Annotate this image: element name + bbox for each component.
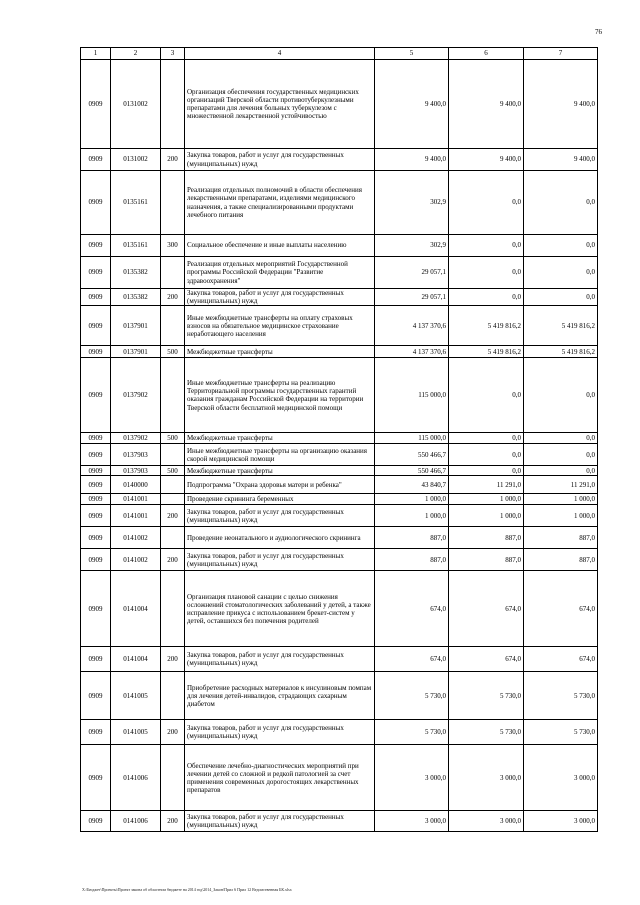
- amount-column-7: 5 730,0: [524, 672, 598, 720]
- amount-column-5: 115 000,0: [375, 358, 449, 433]
- table-row: [81, 527, 598, 549]
- amount-column-7: 9 400,0: [524, 149, 598, 171]
- item-description: Межбюджетные трансферты: [185, 346, 375, 358]
- amount-column-5: 9 400,0: [375, 149, 449, 171]
- function-section-code: 0909: [81, 745, 111, 811]
- expense-type-code: 200: [161, 289, 185, 306]
- amount-column-6: 887,0: [449, 527, 524, 549]
- item-description: Межбюджетные трансферты: [185, 433, 375, 444]
- amount-column-6: 0,0: [449, 171, 524, 235]
- amount-column-5: 550 466,7: [375, 444, 449, 466]
- amount-column-6: 0,0: [449, 358, 524, 433]
- expense-type-code: 500: [161, 346, 185, 358]
- amount-column-7: 0,0: [524, 257, 598, 289]
- item-description: Закупка товаров, работ и услуг для государственных (муниципальных) нужд: [185, 549, 375, 571]
- item-description: Межбюджетные трансферты: [185, 466, 375, 476]
- amount-column-6: 0,0: [449, 235, 524, 257]
- target-article-code: 0137902: [111, 358, 161, 433]
- function-section-code: 0909: [81, 571, 111, 647]
- amount-column-6: 3 000,0: [449, 811, 524, 832]
- table-row: [81, 571, 598, 647]
- function-section-code: 0909: [81, 306, 111, 346]
- target-article-code: 0141006: [111, 745, 161, 811]
- amount-column-7: 1 000,0: [524, 505, 598, 527]
- amount-column-7: 5 419 816,2: [524, 306, 598, 346]
- function-section-code: 0909: [81, 257, 111, 289]
- function-section-code: 0909: [81, 149, 111, 171]
- item-description: Подпрограмма "Охрана здоровья матери и ребенка": [185, 476, 375, 494]
- expense-type-code: 200: [161, 549, 185, 571]
- expense-type-code: [161, 257, 185, 289]
- item-description: Обеспечение лечебно-диагностических мероприятий при лечении детей со сложной и редкой патологией за счет применения современных дорогостоящих лекарственных препаратов: [185, 745, 375, 811]
- amount-column-7: 5 419 816,2: [524, 346, 598, 358]
- amount-column-5: 887,0: [375, 527, 449, 549]
- amount-column-6: 0,0: [449, 433, 524, 444]
- amount-column-6: 0,0: [449, 444, 524, 466]
- amount-column-5: 887,0: [375, 549, 449, 571]
- column-header: 5: [375, 48, 449, 60]
- table-header-row: [81, 48, 598, 60]
- amount-column-5: 550 466,7: [375, 466, 449, 476]
- amount-column-7: 887,0: [524, 549, 598, 571]
- expense-type-code: [161, 571, 185, 647]
- function-section-code: 0909: [81, 466, 111, 476]
- amount-column-7: 11 291,0: [524, 476, 598, 494]
- amount-column-6: 0,0: [449, 257, 524, 289]
- function-section-code: 0909: [81, 549, 111, 571]
- target-article-code: 0141004: [111, 647, 161, 672]
- item-description: Реализация отдельных полномочий в области обеспечения лекарственными препаратами, изделиями медицинского назначения, а также специализированными продуктами лечебного питания: [185, 171, 375, 235]
- amount-column-5: 29 057,1: [375, 257, 449, 289]
- item-description: Иные межбюджетные трансферты на реализацию Территориальной программы государственных гарантий оказания гражданам Российской Федерации на территории Тверской области бесплатной медицинской помощи: [185, 358, 375, 433]
- table-row: [81, 476, 598, 494]
- function-section-code: 0909: [81, 289, 111, 306]
- item-description: Закупка товаров, работ и услуг для государственных (муниципальных) нужд: [185, 289, 375, 306]
- function-section-code: 0909: [81, 527, 111, 549]
- target-article-code: 0137902: [111, 433, 161, 444]
- function-section-code: 0909: [81, 433, 111, 444]
- amount-column-6: 5 730,0: [449, 672, 524, 720]
- item-description: Закупка товаров, работ и услуг для государственных (муниципальных) нужд: [185, 647, 375, 672]
- amount-column-5: 5 730,0: [375, 672, 449, 720]
- table-row: [81, 672, 598, 720]
- amount-column-5: 115 000,0: [375, 433, 449, 444]
- amount-column-5: 9 400,0: [375, 60, 449, 149]
- amount-column-5: 4 137 370,6: [375, 346, 449, 358]
- function-section-code: 0909: [81, 444, 111, 466]
- amount-column-6: 674,0: [449, 571, 524, 647]
- target-article-code: 0135161: [111, 171, 161, 235]
- amount-column-5: 43 840,7: [375, 476, 449, 494]
- expense-type-code: 500: [161, 466, 185, 476]
- function-section-code: 0909: [81, 505, 111, 527]
- amount-column-6: 9 400,0: [449, 149, 524, 171]
- amount-column-7: 0,0: [524, 433, 598, 444]
- target-article-code: 0135382: [111, 257, 161, 289]
- target-article-code: 0137903: [111, 444, 161, 466]
- expense-type-code: [161, 306, 185, 346]
- table-row: [81, 306, 598, 346]
- expense-type-code: [161, 476, 185, 494]
- expense-type-code: 200: [161, 720, 185, 745]
- target-article-code: 0135382: [111, 289, 161, 306]
- amount-column-6: 0,0: [449, 466, 524, 476]
- amount-column-5: 674,0: [375, 571, 449, 647]
- table-row: [81, 745, 598, 811]
- item-description: Приобретение расходных материалов к инсулиновым помпам для лечения детей-инвалидов, страдающих сахарным диабетом: [185, 672, 375, 720]
- function-section-code: 0909: [81, 811, 111, 832]
- item-description: Закупка товаров, работ и услуг для государственных (муниципальных) нужд: [185, 720, 375, 745]
- amount-column-6: 887,0: [449, 549, 524, 571]
- table-row: [81, 505, 598, 527]
- target-article-code: 0137903: [111, 466, 161, 476]
- amount-column-6: 1 000,0: [449, 505, 524, 527]
- table-row: [81, 235, 598, 257]
- table-row: [81, 494, 598, 505]
- amount-column-7: 0,0: [524, 171, 598, 235]
- target-article-code: 0141005: [111, 672, 161, 720]
- target-article-code: 0137901: [111, 306, 161, 346]
- expense-type-code: 300: [161, 235, 185, 257]
- budget-table: [80, 47, 598, 832]
- table-row: [81, 149, 598, 171]
- target-article-code: 0135161: [111, 235, 161, 257]
- expense-type-code: 200: [161, 149, 185, 171]
- target-article-code: 0141002: [111, 527, 161, 549]
- expense-type-code: 500: [161, 433, 185, 444]
- target-article-code: 0131002: [111, 149, 161, 171]
- amount-column-5: 5 730,0: [375, 720, 449, 745]
- item-description: Социальное обеспечение и иные выплаты населению: [185, 235, 375, 257]
- amount-column-7: 0,0: [524, 289, 598, 306]
- item-description: Проведение скрининга беременных: [185, 494, 375, 505]
- target-article-code: 0141005: [111, 720, 161, 745]
- expense-type-code: 200: [161, 505, 185, 527]
- amount-column-6: 5 730,0: [449, 720, 524, 745]
- amount-column-5: 3 000,0: [375, 745, 449, 811]
- table-row: [81, 720, 598, 745]
- amount-column-6: 5 419 816,2: [449, 346, 524, 358]
- amount-column-7: 5 730,0: [524, 720, 598, 745]
- table-row: [81, 549, 598, 571]
- amount-column-5: 1 000,0: [375, 505, 449, 527]
- expense-type-code: 200: [161, 811, 185, 832]
- expense-type-code: [161, 672, 185, 720]
- amount-column-6: 9 400,0: [449, 60, 524, 149]
- target-article-code: 0131002: [111, 60, 161, 149]
- function-section-code: 0909: [81, 672, 111, 720]
- amount-column-6: 5 419 816,2: [449, 306, 524, 346]
- table-body: [81, 60, 598, 832]
- item-description: Организация обеспечения государственных медицинских организаций Тверской области противотуберкулезными препаратами для лечения больных туберкулезом с множественной лекарственной устойчивостью: [185, 60, 375, 149]
- amount-column-7: 674,0: [524, 647, 598, 672]
- column-header: 7: [524, 48, 598, 60]
- expense-type-code: [161, 444, 185, 466]
- function-section-code: 0909: [81, 235, 111, 257]
- column-header: 3: [161, 48, 185, 60]
- item-description: Закупка товаров, работ и услуг для государственных (муниципальных) нужд: [185, 149, 375, 171]
- amount-column-7: 3 000,0: [524, 745, 598, 811]
- amount-column-6: 0,0: [449, 289, 524, 306]
- amount-column-6: 1 000,0: [449, 494, 524, 505]
- amount-column-7: 0,0: [524, 466, 598, 476]
- expense-type-code: [161, 745, 185, 811]
- expense-type-code: [161, 171, 185, 235]
- amount-column-7: 0,0: [524, 358, 598, 433]
- amount-column-7: 3 000,0: [524, 811, 598, 832]
- amount-column-7: 0,0: [524, 235, 598, 257]
- function-section-code: 0909: [81, 494, 111, 505]
- amount-column-7: 0,0: [524, 444, 598, 466]
- target-article-code: 0137901: [111, 346, 161, 358]
- item-description: Проведение неонатального и аудиологического скрининга: [185, 527, 375, 549]
- function-section-code: 0909: [81, 476, 111, 494]
- column-header: 1: [81, 48, 111, 60]
- function-section-code: 0909: [81, 60, 111, 149]
- amount-column-5: 674,0: [375, 647, 449, 672]
- file-path-footer: X:\Бюджет\Проекты\Проект закона об областном бюджете на 2014 год\2014_Закон\Прил 6 Прил 12 Ведомственная БК.xlsx: [82, 887, 292, 892]
- table-row: [81, 444, 598, 466]
- item-description: Организация плановой санации с целью снижения осложнений стоматологических заболеваний у детей, а также исправление прикуса с использованием брекет-систем у детей, оставшихся без попечения родителей: [185, 571, 375, 647]
- target-article-code: 0141001: [111, 494, 161, 505]
- table-row: [81, 647, 598, 672]
- item-description: Иные межбюджетные трансферты на организацию оказания скорой медицинской помощи: [185, 444, 375, 466]
- expense-type-code: [161, 358, 185, 433]
- amount-column-7: 887,0: [524, 527, 598, 549]
- expense-type-code: [161, 60, 185, 149]
- item-description: Иные межбюджетные трансферты на оплату страховых взносов на обязательное медицинское страхование неработающего населения: [185, 306, 375, 346]
- amount-column-6: 3 000,0: [449, 745, 524, 811]
- item-description: Закупка товаров, работ и услуг для государственных (муниципальных) нужд: [185, 811, 375, 832]
- target-article-code: 0141004: [111, 571, 161, 647]
- table-row: [81, 466, 598, 476]
- item-description: Закупка товаров, работ и услуг для государственных (муниципальных) нужд: [185, 505, 375, 527]
- amount-column-5: 29 057,1: [375, 289, 449, 306]
- amount-column-6: 11 291,0: [449, 476, 524, 494]
- amount-column-7: 1 000,0: [524, 494, 598, 505]
- target-article-code: 0141006: [111, 811, 161, 832]
- target-article-code: 0140000: [111, 476, 161, 494]
- amount-column-5: 1 000,0: [375, 494, 449, 505]
- function-section-code: 0909: [81, 647, 111, 672]
- table-row: [81, 811, 598, 832]
- amount-column-7: 9 400,0: [524, 60, 598, 149]
- function-section-code: 0909: [81, 171, 111, 235]
- function-section-code: 0909: [81, 720, 111, 745]
- function-section-code: 0909: [81, 346, 111, 358]
- column-header: 4: [185, 48, 375, 60]
- table-row: [81, 289, 598, 306]
- expense-type-code: 200: [161, 647, 185, 672]
- amount-column-5: 4 137 370,6: [375, 306, 449, 346]
- amount-column-5: 3 000,0: [375, 811, 449, 832]
- column-header: 2: [111, 48, 161, 60]
- amount-column-6: 674,0: [449, 647, 524, 672]
- target-article-code: 0141001: [111, 505, 161, 527]
- amount-column-7: 674,0: [524, 571, 598, 647]
- column-header: 6: [449, 48, 524, 60]
- expense-type-code: [161, 527, 185, 549]
- amount-column-5: 302,9: [375, 171, 449, 235]
- page-number: 76: [595, 28, 602, 36]
- table-row: [81, 171, 598, 235]
- function-section-code: 0909: [81, 358, 111, 433]
- item-description: Реализация отдельных мероприятий Государственной программы Российской Федерации "Развитие здравоохранения": [185, 257, 375, 289]
- target-article-code: 0141002: [111, 549, 161, 571]
- amount-column-5: 302,9: [375, 235, 449, 257]
- table-row: [81, 60, 598, 149]
- table-row: [81, 433, 598, 444]
- table-row: [81, 346, 598, 358]
- table-row: [81, 358, 598, 433]
- table-row: [81, 257, 598, 289]
- expense-type-code: [161, 494, 185, 505]
